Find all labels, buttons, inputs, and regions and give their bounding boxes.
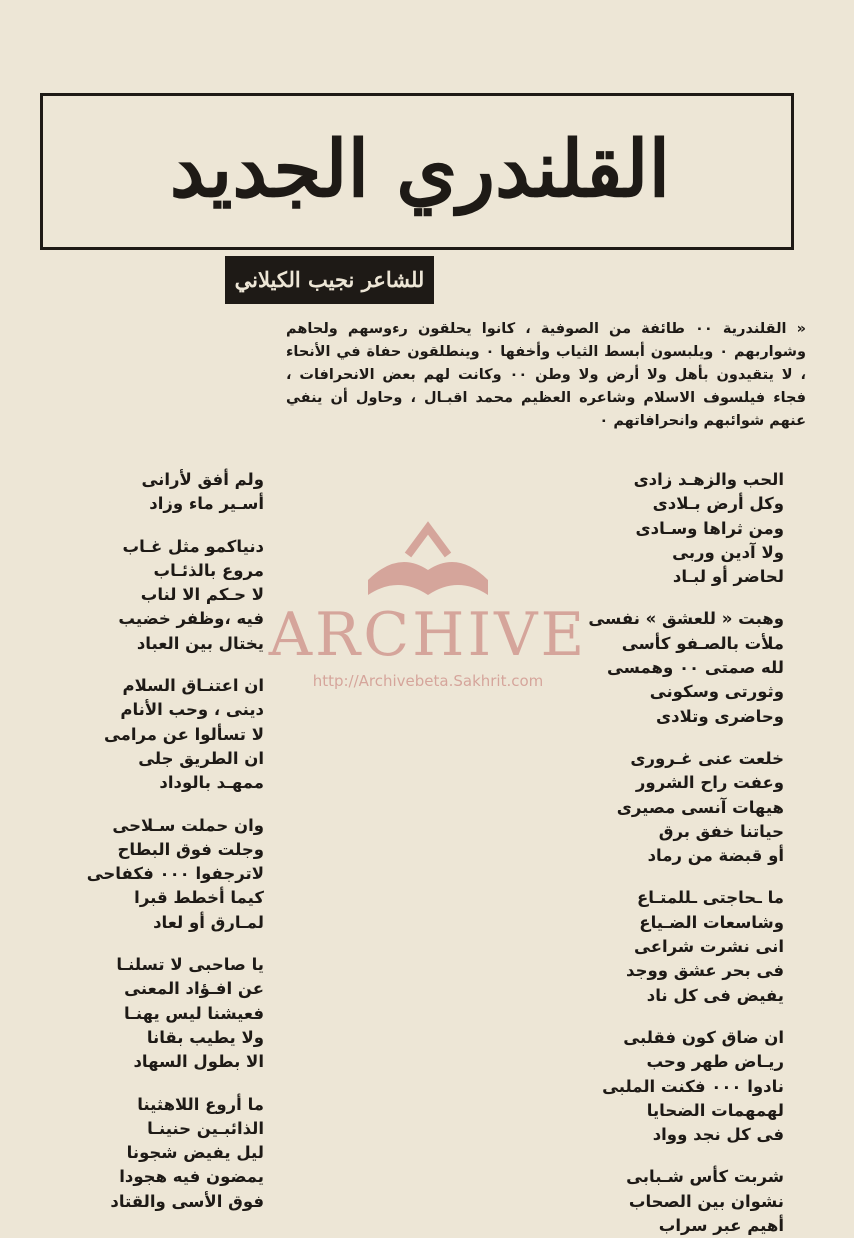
poem-line: لحاضر أو لبـاد [672,567,784,587]
stanza-gap [54,656,264,674]
stanza-gap [574,729,784,747]
stanza-gap [54,935,264,953]
poem-line: وجلت فوق البطاح [117,839,264,859]
stanza-gap [574,868,784,886]
poem-line: ريـاض طهر وحب [646,1052,784,1072]
poem-line: وكل أرض بـلادى [652,494,784,514]
book-logo-icon [358,520,498,600]
poem-line: الا بطول السهاد [133,1052,264,1072]
poem-line: لا حـكم الا لناب [140,585,264,605]
poem-line: ان ضاق كون فقلبى [623,1027,784,1047]
poem-line: ان اعتنـاق السلام [122,676,264,696]
poem-line: وان حملت سـلاحى [112,815,264,835]
poem-line: أهيم عبر سراب [658,1216,784,1236]
poem-line: فوق الأسى والقتاد [110,1191,264,1211]
poem-line: فيه ،وظفر خضيب [118,609,264,629]
stanza-gap [574,589,784,607]
poem-line: نشوان بين الصحاب [628,1191,784,1211]
poem-line: أو قبضة من رماد [647,846,784,866]
poem-line: أسـير ماء وزاد [149,494,264,514]
poem-line: شربت كأس شـبابى [626,1167,784,1187]
article-title: القلندري الجديد [169,124,671,215]
stanza-gap [574,1147,784,1165]
poem-line: لله صمتى ٠٠ وهمسى [606,658,784,678]
poem-line: وثورتى وسكونى [649,682,784,702]
poem-line: ولا آدين وربى [672,542,784,562]
poem-line: فعيشنا ليس يهنـا [124,1003,264,1023]
poem-line: نادوا ٠٠٠ فكنت الملبى [602,1076,784,1096]
poem-line: دنياكمو مثل غـاب [122,536,264,556]
poem-line: دينى ، وحب الأنام [120,700,264,720]
poem-line: ومن ثراها وسـادى [635,518,784,538]
poem-line: ولم أفق لأرانى [141,470,264,489]
watermark-title: ARCHIVE [268,600,588,670]
poem-line: لاترجفوا ٠٠٠ فكفاحى [86,864,264,884]
poem-line: فى بحر عشق ووجد [626,961,784,981]
poem-line: هيهات آنسى مصيرى [616,797,784,817]
poem-line: وحاضرى وتلادى [656,706,784,726]
poem-line: حياتنا خفق برق [658,821,784,841]
poem-line: ولا يطيب بقانا [146,1027,264,1047]
author-byline: للشاعر نجيب الكيلاني [225,256,434,304]
poem-line: يا صاحبى لا تسلنـا [116,955,264,975]
poem-line: ممهـد بالوداد [159,773,264,793]
poem-line: وعفت راح الشرور [635,773,784,793]
watermark-url: http://Archivebeta.Sakhrit.com [312,672,544,690]
stanza-gap [574,1008,784,1026]
poem-line: وشاسعات الضـياع [639,912,784,932]
poem-line: يختال بين العباد [136,633,264,653]
poem-line: ما أروع اللاهثينا [137,1094,264,1114]
poem-line: عن افـؤاد المعنى [124,979,264,999]
poem-line: الحب والزهـد زادى [633,470,784,489]
poem-line: يمضون فيه هجودا [119,1167,264,1187]
poem-line: الذائبـين حنينـا [147,1118,264,1138]
intro-paragraph: « القلندرية ٠٠ طائفة من الصوفية ، كانوا يحلقون رءوسهم ولحاهم وشواربهم ٠ ويلبسون أبسط الثياب وأخفها ٠ وينطلقون حفاة في الأنحاء ، لا يتقيدون بأهل ولا أرض ولا وطن ٠٠ وكانت لهم بعض الانحرافات ، فجاء فيلسوف الاسلام وشاعره العظيم محمد اقبـال ، وحاول أن ينفي عنهم شوائبهم وانحرافاتهم ٠ [286,321,807,429]
poem-line: خلعت عنى غـرورى [630,748,784,768]
stanza-gap [54,796,264,814]
poem-column-right [574,468,784,1238]
poem-line: ما ـحاجتى ـللمتـاع [637,888,784,908]
poem-line: لمـارق أو لعاد [153,912,264,932]
poem-line: وهبت « للعشق » نفسى [588,609,784,629]
poem-line: ليل يفيض شجونا [126,1143,264,1163]
poem-line: ان الطريق جلى [138,748,264,768]
poem-line: ملأت بالصـفو كأسى [621,633,784,653]
poem-line: انى نشرت شراعى [634,937,784,957]
stanza-gap [54,1075,264,1093]
archive-watermark [268,520,588,720]
stanza-gap [54,517,264,535]
poem-line: يفيض فى كل ناد [646,985,784,1005]
poem-line: لهمهمات الضحايا [646,1100,784,1120]
poem-line: فى كل نجد وواد [652,1125,784,1145]
poem-column-left [54,468,264,1214]
poem-line: لا تسألوا عن مرامى [103,724,264,744]
poem-line: مروع بالذئـاب [153,560,264,580]
poem-line: كيما أخطط قبرا [134,888,264,908]
